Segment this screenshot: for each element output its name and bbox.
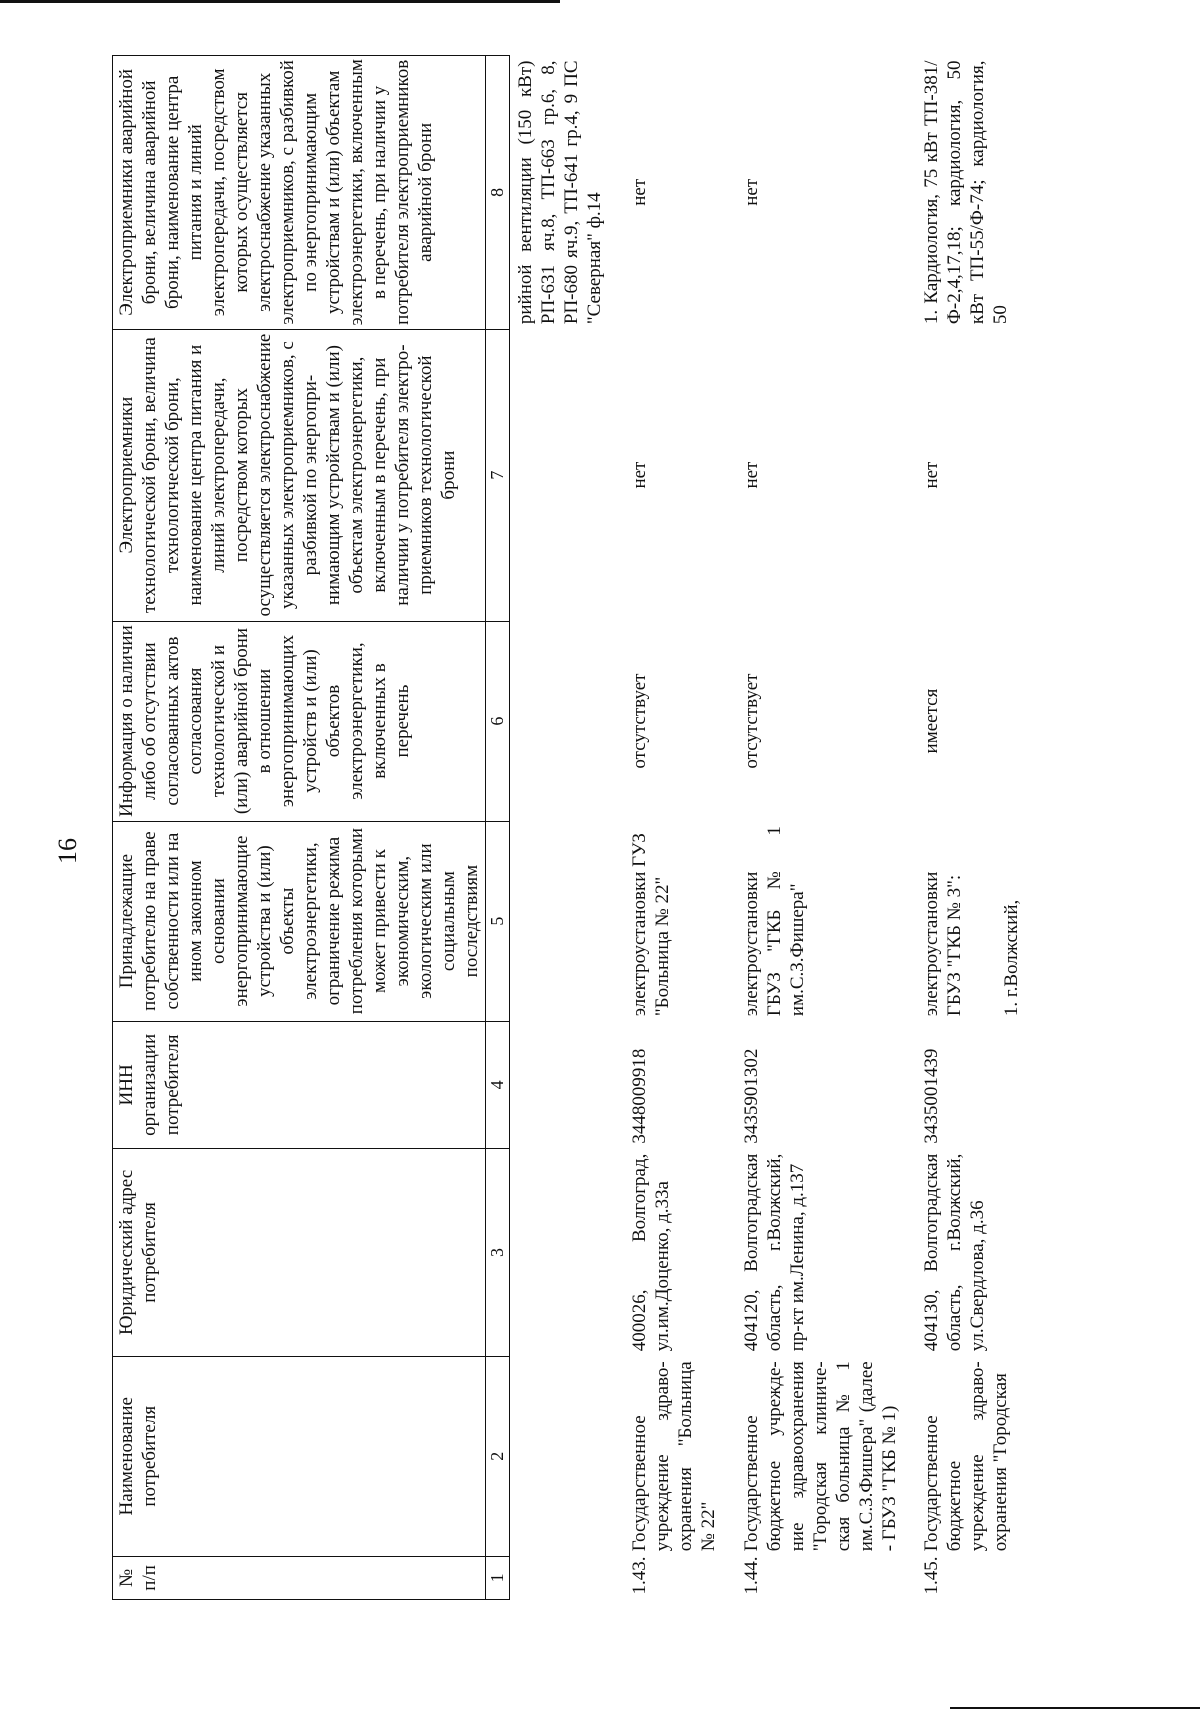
column-number: 4 bbox=[486, 1021, 510, 1149]
header-acts: Информация о наличии либо об отсутствии согласованных актов согласования технологической и (или) аварийной брони в отношении энергопринимающих устройств и (или) объектов электроэнергетики, включенных в перечень bbox=[113, 621, 486, 821]
table-row bbox=[626, 56, 738, 1600]
row-inn: 3435001439 bbox=[921, 1048, 942, 1144]
header-emergency-reserve: Электроприемники аварийной брони, величина аварийной брони, наименование центра питания и линий электропередачи, посредством которых осуществляется электроснабжение указанных электроприемников, с разбивкой по энергопринимающим устройствам и (или) объектам электроэнергетики, включенным в перечень, при наличии у потребителя электроприемников аварийной брони bbox=[113, 56, 486, 330]
scan-edge-bottom bbox=[950, 1707, 1200, 1709]
header-name: Наименование потребителя bbox=[113, 1356, 486, 1556]
row-name: Государственное бюджетное учреждение здравоохранения "Городская bbox=[921, 1361, 1011, 1552]
continuation-row bbox=[510, 56, 627, 1600]
row-tech: нет bbox=[921, 461, 942, 489]
column-number-row bbox=[486, 56, 510, 1600]
column-number: 8 bbox=[486, 56, 510, 330]
column-number: 1 bbox=[486, 1556, 510, 1599]
table-row bbox=[738, 56, 918, 1600]
row-objects-item: 1. г.Волжский, bbox=[1001, 899, 1022, 1017]
row-num: 1.43. bbox=[629, 1556, 650, 1595]
column-number: 7 bbox=[486, 329, 510, 621]
row-acts: имеется bbox=[921, 688, 942, 754]
row-num: 1.45. bbox=[921, 1556, 942, 1595]
row-acts: отсутствует bbox=[741, 673, 762, 769]
row-address: 404120, Волгоградская область, г.Волжский, пр-кт им.Ленина, д.137 bbox=[741, 1153, 808, 1352]
row-objects-cell bbox=[918, 821, 1025, 1021]
row-objects: электроустановки ГБУЗ "ГКБ № 1 им.С.З.Фишера" bbox=[741, 826, 808, 1017]
header-tech-reserve: Электроприемники технологической брони, величина технологической брони, наименование центра питания и линий электропередачи, посредством которых осуществляется электроснабжение указанных электроприемников, с разбивкой по энергопринимающим устройствам и (или) объектам электроэнергетики, включенным в перечень, при наличии у потребителя электроприемников технологической брони bbox=[113, 329, 486, 621]
row-emergency: нет bbox=[741, 178, 762, 206]
table-row bbox=[918, 56, 1025, 1600]
consumer-table bbox=[112, 55, 1025, 1600]
header-inn: ИНН организации потребителя bbox=[113, 1021, 486, 1149]
row-name: Государственное учреждение здравоохранения "Больница № 22" bbox=[629, 1361, 719, 1552]
header-address: Юридический адрес потребителя bbox=[113, 1149, 486, 1357]
page-number: 16 bbox=[53, 838, 82, 864]
row-name: Государственное бюджетное учреждение здравоохранения "Городская клиническая больница № 1 им.С.З.Фишера" (далее - ГБУЗ "ГКБ № 1) bbox=[741, 1361, 900, 1552]
header-objects: Принадлежащие потребителю на праве собственности или на ином законном основании энергопринимающие устройства и (или) объекты электроэнергетики, ограничение режима потребления которыми может привести к экономическим, экологическим или социальным последствиям bbox=[113, 821, 486, 1021]
rotated-page-content bbox=[112, 55, 1172, 1600]
row-emergency: нет bbox=[629, 178, 650, 206]
column-number: 6 bbox=[486, 621, 510, 821]
row-num: 1.44. bbox=[741, 1556, 762, 1595]
row-tech: нет bbox=[741, 461, 762, 489]
row-tech: нет bbox=[629, 461, 650, 489]
row-emergency: 1. Кардиология, 75 кВт ТП-381/Ф-2,4,17,18; кардиология, 50 кВт ТП-55/Ф-74; кардиология, 50 bbox=[921, 60, 1011, 325]
row-address: 400026, Волгоград, ул.им.Доценко, д.33а bbox=[629, 1153, 673, 1352]
row-acts: отсутствует bbox=[629, 673, 650, 769]
scan-edge-top bbox=[0, 0, 560, 3]
continuation-text: рийной вентиляции (150 кВт) РП-631 яч.8, ТП-663 гр.6, 8, РП-680 яч.9, ТП-641 гр.4, 9 ПС "Северная" ф.14 bbox=[515, 60, 605, 325]
header-num: № п/п bbox=[113, 1556, 486, 1599]
column-number: 3 bbox=[486, 1149, 510, 1357]
column-number: 5 bbox=[486, 821, 510, 1021]
row-objects: электроустановки ГБУЗ "ГКБ № 3": bbox=[921, 871, 965, 1017]
header-row bbox=[113, 56, 486, 1600]
row-inn: 3448009918 bbox=[629, 1048, 650, 1144]
column-number: 2 bbox=[486, 1356, 510, 1556]
row-address: 404130, Волгоградская область, г.Волжский, ул.Свердлова, д.36 bbox=[921, 1153, 988, 1352]
row-inn: 3435901302 bbox=[741, 1048, 762, 1144]
row-objects: электроустановки ГУЗ "Больница № 22" bbox=[629, 833, 673, 1017]
